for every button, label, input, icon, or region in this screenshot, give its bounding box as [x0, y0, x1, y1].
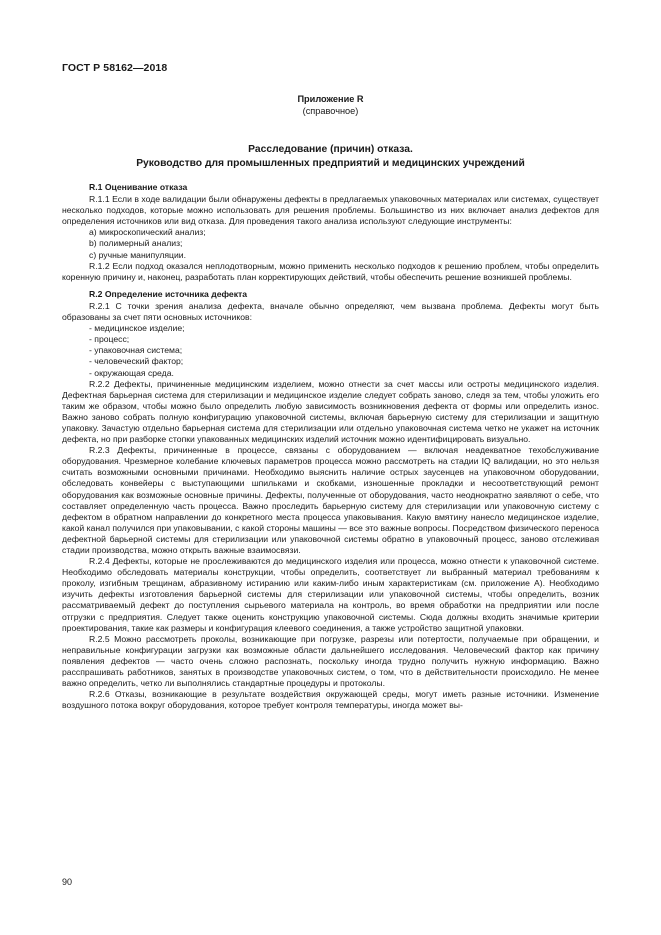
page-number: 90: [62, 877, 73, 887]
paragraph-r2-5: R.2.5 Можно рассмотреть проколы, возникающие при погрузке, разрезы или потертости, получаемые при обращении, и неправильные конфигурации загрузки как возможные области дальнейшего исследования. Человеческий фактор как причину появления дефектов — часто очень сложно распознать, поскольку иногда трудно получить нужную информацию. Важно расспрашивать работников, занятых в производстве упаковочных систем, о том, что в действительности происходило. Не менее важно определить, четко ли выполнялись стандартные процедуры и протоколы.: [62, 633, 599, 689]
list-item: - окружающая среда.: [89, 367, 174, 378]
appendix-title: Приложение R: [297, 94, 364, 104]
document-title-line-2: Руководство для промышленных предприятий и медицинских учреждений: [136, 157, 525, 169]
paragraph-r2-3: R.2.3 Дефекты, причиненные в процессе, связаны с оборудованием — включая неадекватное техобслуживание оборудования. Чрезмерное колебание ключевых параметров процесса можно рассмотреть на стадии IQ валидации, но это нельзя считать возможными основными причинами. Необходимо выяснить наличие острых заусенцев на упаковочном оборудовании, обследовать конвейеры с выступающими шпильками и скобками, изношенные прокладки и несоответствующий ремонт оборудования как возможные основные причины. Дефекты, полученные от оборудования, часто неоднократно заявляют о себе, что составляет определенную часть процесса. Важно проследить барьерную систему для стерилизации или упаковочную систему с дефектом в обратном направлении до конкретного места процесса упаковывания. Какую вмятину нанесло медицинское изделие, какой канал получился при упаковывании, с какой стороны машины — все это важные вопросы. Посредством физического переноса дефектной барьерной системы для стерилизации или упаковочной системы обратно в упаковочный процесс, заново отслеживая стадии производства, можно открыть важные взаимосвязи.: [62, 445, 599, 555]
standard-header: ГОСТ Р 58162—2018: [62, 62, 168, 74]
list-item: с) ручные манипуляции.: [89, 249, 187, 260]
appendix-block: [62, 93, 599, 117]
section-heading-r1: R.1 Оценивание отказа: [89, 182, 188, 192]
document-body: [62, 180, 599, 711]
paragraph-r2-1: R.2.1 С точки зрения анализа дефекта, вначале обычно определяют, чем вызвана проблема. Дефекты могут быть образованы за счет пяти основных источников:: [62, 300, 599, 323]
list-item: - человеческий фактор;: [89, 356, 184, 367]
list-item: - упаковочная система;: [89, 345, 183, 356]
document-title: [62, 143, 599, 170]
list-item: а) микроскопический анализ;: [89, 227, 206, 238]
appendix-subtitle: (справочное): [302, 106, 359, 116]
paragraph-r1-1: R.1.1 Если в ходе валидации были обнаружены дефекты в предлагаемых упаковочных материалах или системах, существует несколько подходов, которые можно использовать для решения проблемы. Большинство из них включает анализ дефектов для определения источников или вид отказа. Для проведения такого анализа используют следующие инструменты:: [62, 194, 599, 227]
list-item: - медицинское изделие;: [89, 323, 185, 334]
paragraph-r2-4: R.2.4 Дефекты, которые не прослеживаются до медицинского изделия или процесса, можно отнести к упаковочной системе. Необходимо обследовать материалы конструкции, чтобы определить, соответствует ли выбранный материал требованиям к проколу, изгибным трещинам, абразивному истиранию или каким-либо иным характеристикам (см. приложение А). Необходимо изучить дефекты изготовления барьерной системы для стерилизации или упаковочной системы, чтобы определить, возник рассматриваемый дефект до поступления сырьевого материала на контроль, во время обработки на предприятии или после отгрузки с предприятия. Следует также оценить конструкцию упаковочной системы. Сюда должны входить значимые критерии проектирования, такие как размеры и конфигурация клеевого соединения, а также устройство защитной упаковки.: [62, 556, 599, 633]
paragraph-r1-2: R.1.2 Если подход оказался неплодотворным, можно применить несколько подходов к решению проблем, чтобы определить коренную причину и, наконец, разработать план корректирующих действий, чтобы обеспечить решение возникшей проблемы.: [62, 260, 599, 282]
list-item: b) полимерный анализ;: [89, 238, 183, 249]
paragraph-r2-6: R.2.6 Отказы, возникающие в результате воздействия окружающей среды, могут иметь разные источники. Изменение воздушного потока вокруг оборудования, которое требует контроля температуры, иногда может вы-: [62, 689, 599, 711]
document-title-line-1: Расследование (причин) отказа.: [248, 144, 413, 155]
paragraph-r2-2: R.2.2 Дефекты, причиненные медицинским изделием, можно отнести за счет массы или остроты медицинского изделия. Дефектная барьерная система для стерилизации и медицинское изделие следует собрать заново, следя за тем, чтобы уложить его таким же образом, чтобы можно было определить любую зависимость возникновения дефекта от формы или определить износ. Важно заново собрать полную конфигурацию упаковочной системы, включая барьерную систему для стерилизации и защитную упаковку. Зачастую отдельно барьерная система для стерилизации или отдельно упаковочная система четко не укажет на источник дефекта, но при разборке стопки упакованных медицинских изделий источник можно идентифицировать визуально.: [62, 378, 599, 445]
section-heading-r2: R.2 Определение источника дефекта: [89, 288, 248, 299]
list-item: - процесс;: [89, 334, 130, 345]
